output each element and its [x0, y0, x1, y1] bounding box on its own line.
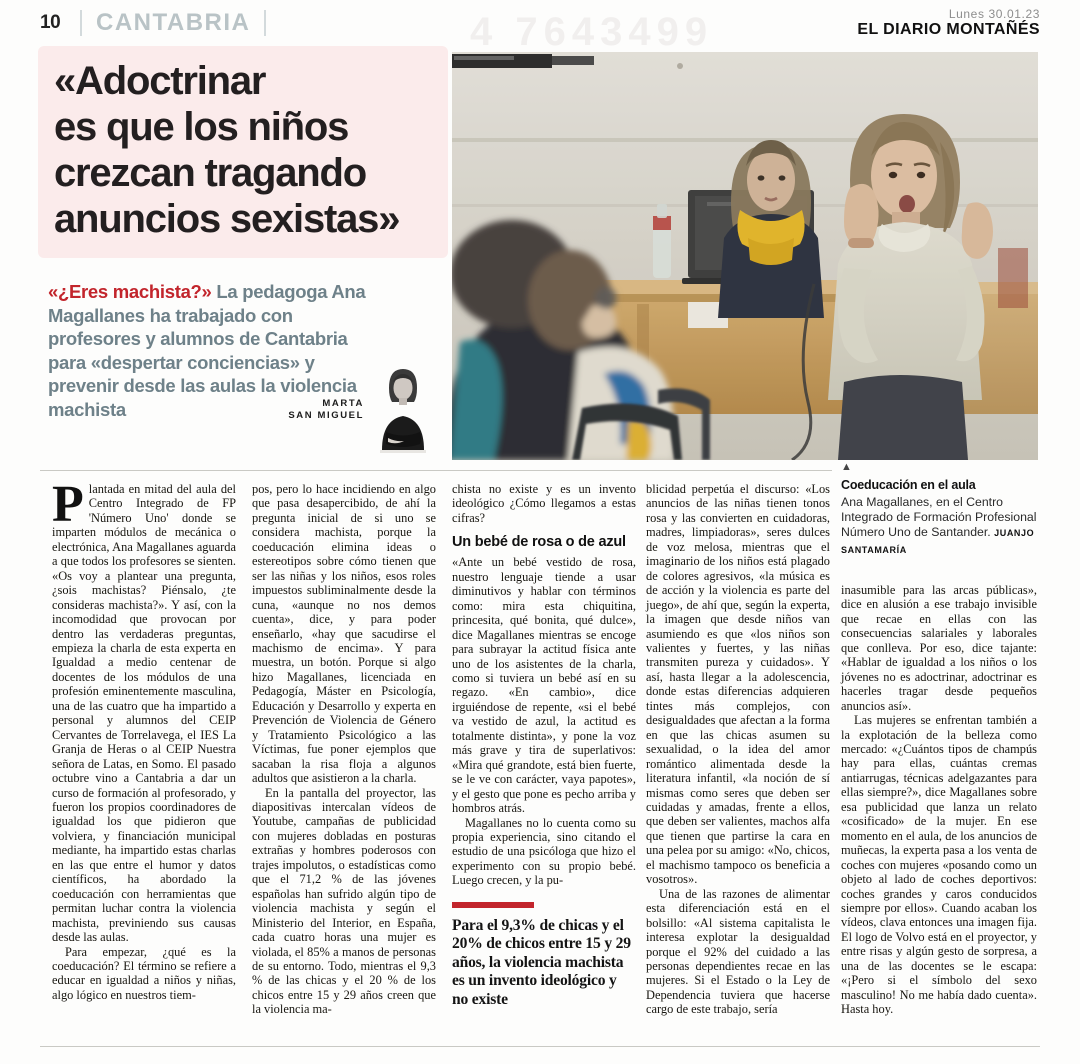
paragraph [646, 887, 830, 1017]
paragraph-text: blicidad perpetúa el discurso: «Los anuncios de las niñas tienen tonos rosa y las convierten en cuidadoras, madres, limpiadoras», seres dulces de voz melosa, mientras que el imaginario de los niños está plagado de colores agresivos, «la música es de acción y la violencia es parte del juego», de ahí que, según la experta, la imagen que desde niños van asumiendo es que «los niños son valientes y fuertes, y las niñas transmiten pureza y cuidados». Y así, hasta llegar a la adolescencia, donde estas diferencias adquieren tintes más complejos, con desigualdades que afectan a la forma en que las chicas asumen su sexualidad, o la idea del amor romántico alimentada desde la literatura infantil, «la noción de sí mismas como seres que deben ser cuidadas y amadas, frente a ellos, que deben ser valientes, machos alfa que tienen que partirse la cara en una pelea por su amigo: «No, chicos, el machismo tampoco os beneficia a vosotros». [646, 482, 830, 887]
caption-title: Coeducación en el aula [841, 478, 976, 492]
photo-credit: JUANJO SANTAMARÍA [841, 528, 1035, 555]
paragraph-text: «Ante un bebé vestido de rosa, nuestro lenguaje tiende a usar diminutivos y hablar con términos como: mira esta chiquitina, princesita, qué bonita, qué dulce», dice Magallanes mientras se encoge para subrayar la actitud física ante uno de los asistentes de la charla, como si tuviera un bebé así en su regazo. «En cambio», dice irguiéndose de repente, «si el bebé va vestido de azul, la actitud es totalmente distinta», y pone la voz más grave y tira de superlativos: «Mira qué grandote, está bien fuerte, se le ve con carácter, vaya papotes», y el gesto que pone es pecho arriba y hombros atrás. [452, 555, 636, 816]
section-label: CANTABRIA [80, 10, 266, 36]
pull-quote-rule [452, 902, 534, 908]
masthead [40, 7, 1040, 54]
body-column-4 [646, 482, 830, 1017]
paragraph-text: Magallanes no lo cuenta como su propia experiencia, sino citando el estudio de una psicóloga que hizo el experimento con su propio bebé. Luego crecen, y la pu- [452, 815, 636, 888]
headline-line-3: crezcan tragando [54, 151, 367, 195]
masthead-right [857, 8, 1040, 39]
paragraph [452, 555, 636, 815]
paragraph [452, 482, 636, 525]
byline-author [284, 398, 364, 422]
paragraph [52, 945, 236, 1003]
body-column-3 [452, 482, 636, 888]
newspaper-title: EL DIARIO MONTAÑÉS [857, 21, 1040, 38]
headline-line-2: es que los niños [54, 105, 349, 149]
issue-date: Lunes 30.01.23 [948, 7, 1040, 21]
headline-line-1: «Adoctrinar [54, 59, 266, 103]
standfirst-text: La pedagoga Ana Magallanes ha trabajado con profesores y alumnos de Cantabria para «despertar conciencias» y prevenir desde las aulas la violencia machista [48, 281, 366, 420]
divider-page-bottom [40, 1046, 1040, 1047]
article-photo [452, 52, 1038, 460]
body-column-2 [252, 482, 436, 1017]
paragraph-text: En la pantalla del proyector, las diapositivas intercalan vídeos de Youtube, campañas de publicidad con mujeres dobladas en posturas extrañas y hombres poderosos con trajes impolutos, o estadísticas como que el 71,2 % de las jóvenes españolas han sufrido algún tipo de violencia machista y según el Ministerio del Interior, en España, cada cuatro horas una mujer es violada, el 85% a manos de personas de su entorno. Todo, mientras el 9,3 % de las chicas y el 20 % de los chicos entre 15 y 29 años creen que la violencia ma- [252, 785, 436, 1017]
paragraph-text: chista no existe y es un invento ideológico ¿Cómo llegamos a estas cifras? [452, 482, 636, 525]
paragraph [452, 816, 636, 888]
headline-line-4: anuncios sexistas» [54, 197, 400, 241]
author-portrait-illustration [372, 358, 434, 462]
drop-cap: P [52, 476, 84, 533]
paragraph-text: inasumible para las arcas públicas», dice en alusión a ese trabajo invisible que recae en ellas con las consecuencias salariales y laborales que conlleva. Por eso, dice tajante: «Hablar de igualdad a los niños o los jóvenes no es adoctrinar, adoctrinar es hacerles tragar desde pequeños anuncios así». [841, 583, 1037, 713]
page-title [54, 58, 439, 242]
paragraph-text: Las mujeres se enfrentan también a la explotación de la belleza como mercado: «¿Cuántos tipos de champús hay para ellas, cuántas cremas antiarrugas, técnicas adelgazantes para ellas siempre?», dice Magallanes sobre esa publicidad que lanza un relato «cosificado» de la mujer. En ese momento en el aula, de los anuncios de muñecas, la experta pasa a los venta de coches con mujeres «posando como un objeto al lado de coches deportivos: coches grandes y caros conducidos siempre por ellos». Cuando acaban los vídeos, clava entonces una imagen fija. El logo de Volvo está en el proyector, y entre risas y algún gesto de sorpresa, a una de las docentes se le escapa: «¡Pero si el símbolo del sexo masculino! No me había dado cuenta». Hasta hoy. [841, 713, 1037, 1017]
section-subheading: Un bebé de rosa o de azul [452, 534, 626, 551]
pull-quote-text: Para el 9,3% de chicas y el 20% de chicos entre 15 y 29 años, la violencia machista es un invento ideológico y no existe [452, 917, 631, 1008]
paragraph [52, 476, 236, 945]
caption-body: Ana Magallanes, en el Centro Integrado de Formación Profesional Número Uno de Santander. [841, 495, 1037, 540]
paragraph-text: pos, pero lo hace incidiendo en algo que pasa desapercibido, de ahí la pregunta inicial de si uno se considera machista, porque la coeducación elimina ideas o estereotipos sobre cómo tienen que ser las niñas y los niños, esos roles impuestos subliminalmente desde la cuna, «aunque no nos demos cuenta», dice, y para poder enseñarlo, «hay que sacudirse el machismo de encima». Y para muestra, un botón. Porque si algo hizo Magallanes, licenciada en Pedagogía, Máster en Psicología, Educación y Desarrollo y experta en Prevención de Violencia de Género y Tratamiento Psicológico a las Víctimas, fue poner ejemplos que sacaban la risa floja a algunos adultos que asistieron a la charla. [252, 482, 436, 786]
standfirst-kicker: «¿Eres machista?» [48, 281, 212, 302]
body-column-5 [841, 583, 1037, 1017]
paragraph-text: Para empezar, ¿qué es la coeducación? El término se refiere a educar en igualdad a niños y niñas, algo lógico en nuestros tiem- [52, 944, 236, 1002]
paragraph [252, 786, 436, 1017]
paragraph [252, 482, 436, 786]
pull-quote [452, 902, 636, 1009]
paragraph-text: Una de las razones de alimentar esta diferenciación está en el bolsillo: «Al sistema capitalista le interesa explotar la desigualdad porque el 92% del cuidado a las personas dependientes recae en las mujeres. Si el Estado o la Ley de Dependencia tuviera que hacerse cargo de este trabajo, sería [646, 886, 830, 1017]
triangle-up-icon: ▲ [841, 461, 852, 473]
byline-last-name: SAN MIGUEL [288, 410, 364, 421]
byline-first-name: MARTA [322, 398, 364, 409]
paragraph-text: lantada en mitad del aula del Centro Integrado de FP 'Número Uno' donde se imparten módulos de mecánica o electrónica, Ana Magallanes aguarda a que todos los profesores se sienten. «Os voy a plantear una pregunta, ¿sois machistas? Piénsalo, ¿te consideras machista?». Y así, con la incomodidad que provocan por dentro las verdaderas preguntas, empieza la charla de esta experta en Igualdad a medio centenar de docentes de los módulos de una profesión eminentemente masculina, una de las cuatro que ha impartido a personal y alumnos del CEIP Cervantes de Torrelavega, el IES La Granja de Heras o al CEIP Nuestra señora de Latas, en Somo. El pasado octubre vino a Cantabria a dar un curso de formación al profesorado, y fueron los propios coordinadores de igualdad los que pidieron que volviera, y financiación municipal mediante, ha impartido estas charlas en las que entre el humor y datos científicos, ha abordado la coeducación con herramientas que permitan luchar contra la violencia machista, previniendo sus causas desde las aulas. [52, 482, 236, 945]
paragraph [841, 713, 1037, 1017]
body-column-1 [52, 476, 236, 1002]
headline-box [38, 46, 448, 258]
page-number: 10 [40, 12, 61, 33]
scan-watermark: 4 7643499 [470, 10, 714, 54]
paragraph [841, 583, 1037, 713]
divider-above-body [40, 470, 832, 471]
paragraph [646, 482, 830, 887]
